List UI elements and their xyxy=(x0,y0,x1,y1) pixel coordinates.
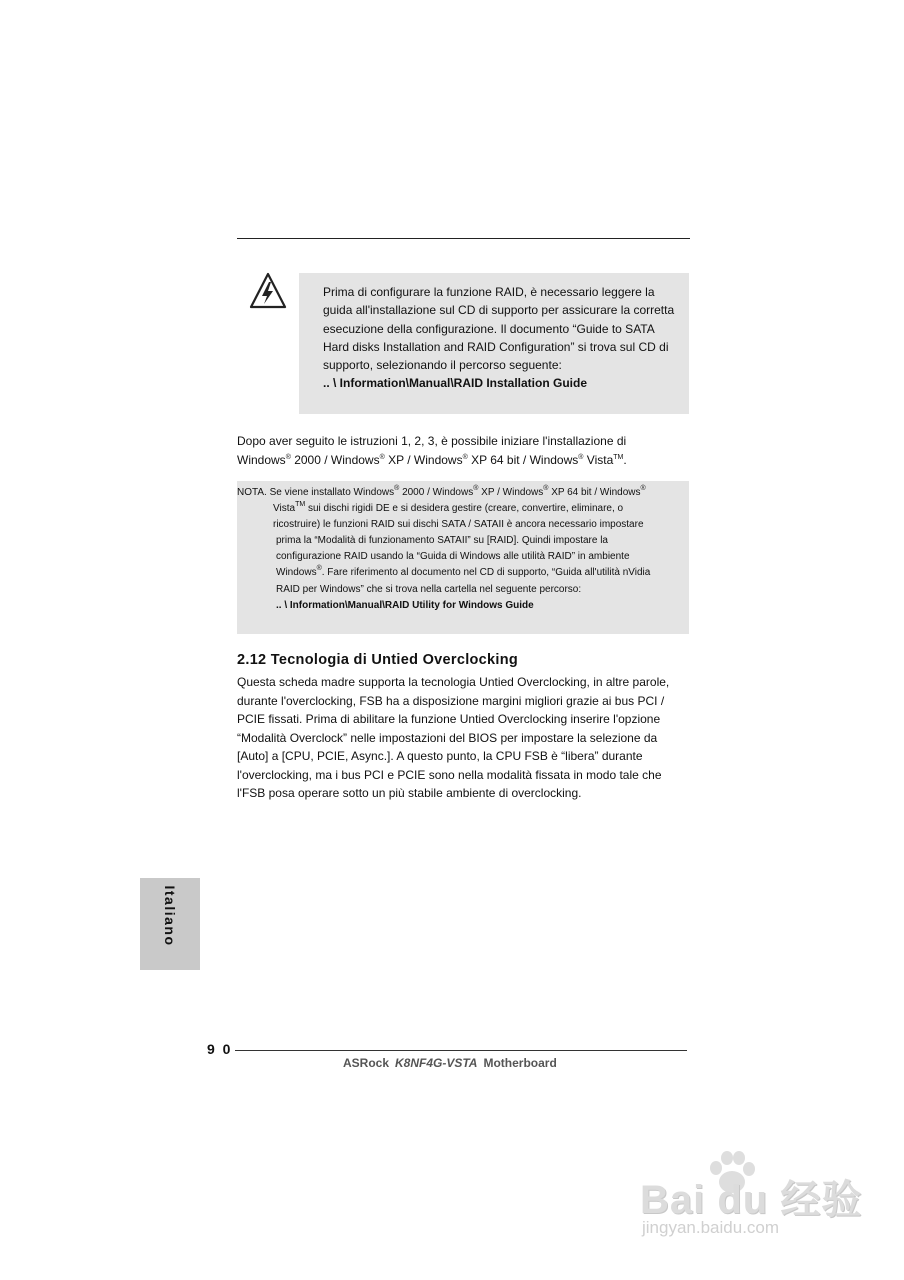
note-line: Vista™ sui dischi rigidi DE e si desidera gestire (creare, convertire, eliminare, o xyxy=(273,501,624,515)
note-line: NOTA. Se viene installato Windows® 2000 / Windows® XP / Windows® XP 64 bit / Windows® xyxy=(237,485,646,498)
section-line: [Auto] a [CPU, PCIE, Async.]. A questo punto, la CPU FSB è “libera” durante xyxy=(237,749,643,763)
footer-brand: ASRock xyxy=(343,1056,390,1070)
intro-line-1: Dopo aver seguito le istruzioni 1, 2, 3, è possibile iniziare l'installazione di xyxy=(237,434,627,448)
section-paragraph xyxy=(237,673,697,803)
note-line: ricostruire) le funzioni RAID sui dischi SATA / SATAII è ancora necessario impostare xyxy=(273,519,644,531)
warning-text xyxy=(323,283,678,393)
page-number: 9 0 xyxy=(207,1041,233,1057)
section-line: Questa scheda madre supporta la tecnologia Untied Overclocking, in altre parole, xyxy=(237,675,670,689)
note-line: configurazione RAID usando la “Guida di Windows alle utilità RAID” in ambiente xyxy=(276,551,630,563)
top-divider xyxy=(237,238,690,239)
watermark-url: jingyan.baidu.com xyxy=(642,1218,780,1237)
section-heading: 2.12 Tecnologia di Untied Overclocking xyxy=(237,652,519,668)
warning-line: esecuzione della configurazione. Il documento “Guide to SATA xyxy=(323,321,655,336)
section-line: durante l'overclocking, FSB ha a disposizione margini migliori grazie ai bus PCI / xyxy=(237,693,665,708)
section-line: PCIE fissati. Prima di abilitare la funzione Untied Overclocking inserire l'opzione xyxy=(237,712,661,726)
footer-divider xyxy=(235,1050,687,1051)
section-line: l'overclocking, ma i bus PCI e PCIE sono nella modalità fissata in modo tale che xyxy=(237,767,662,782)
watermark-logo-text: Bai du 经验 xyxy=(640,1178,863,1222)
warning-triangle-icon xyxy=(248,271,288,311)
language-side-label: Italiano xyxy=(162,885,178,947)
section-line: “Modalità Overclock” nelle impostazioni del BIOS per impostare la selezione da xyxy=(237,730,658,745)
footer-model: K8NF4G-VSTA xyxy=(395,1056,478,1070)
note-line: prima la “Modalità di funzionamento SATAII” su [RAID]. Quindi impostare la xyxy=(276,535,608,547)
footer-caption xyxy=(343,1056,557,1070)
warning-line: Prima di configurare la funzione RAID, è necessario leggere la xyxy=(323,285,655,299)
warning-line: supporto, selezionando il percorso seguente: xyxy=(323,358,562,373)
intro-paragraph xyxy=(237,432,697,469)
baidu-watermark xyxy=(640,1148,863,1248)
warning-line: Hard disks Installation and RAID Configuration” si trova sul CD di xyxy=(323,339,669,354)
intro-line-2: Windows® 2000 / Windows® XP / Windows® XP 64 bit / Windows® Vista™. xyxy=(237,452,627,467)
note-text xyxy=(237,485,682,614)
footer-product: Motherboard xyxy=(483,1056,557,1070)
warning-path: .. \ Information\Manual\RAID Installation Guide xyxy=(323,376,588,391)
section-line: l'FSB posa operare sotto un più stabile ambiente di overclocking. xyxy=(237,786,582,800)
note-line: RAID per Windows” che si trova nella cartella nel seguente percorso: xyxy=(276,583,582,595)
note-line: Windows®. Fare riferimento al documento nel CD di supporto, “Guida all'utilità nVidia xyxy=(276,565,651,579)
warning-line: guida all'installazione sul CD di supporto per assicurare la corretta xyxy=(323,303,675,318)
note-path: .. \ Information\Manual\RAID Utility for Windows Guide xyxy=(276,599,534,611)
